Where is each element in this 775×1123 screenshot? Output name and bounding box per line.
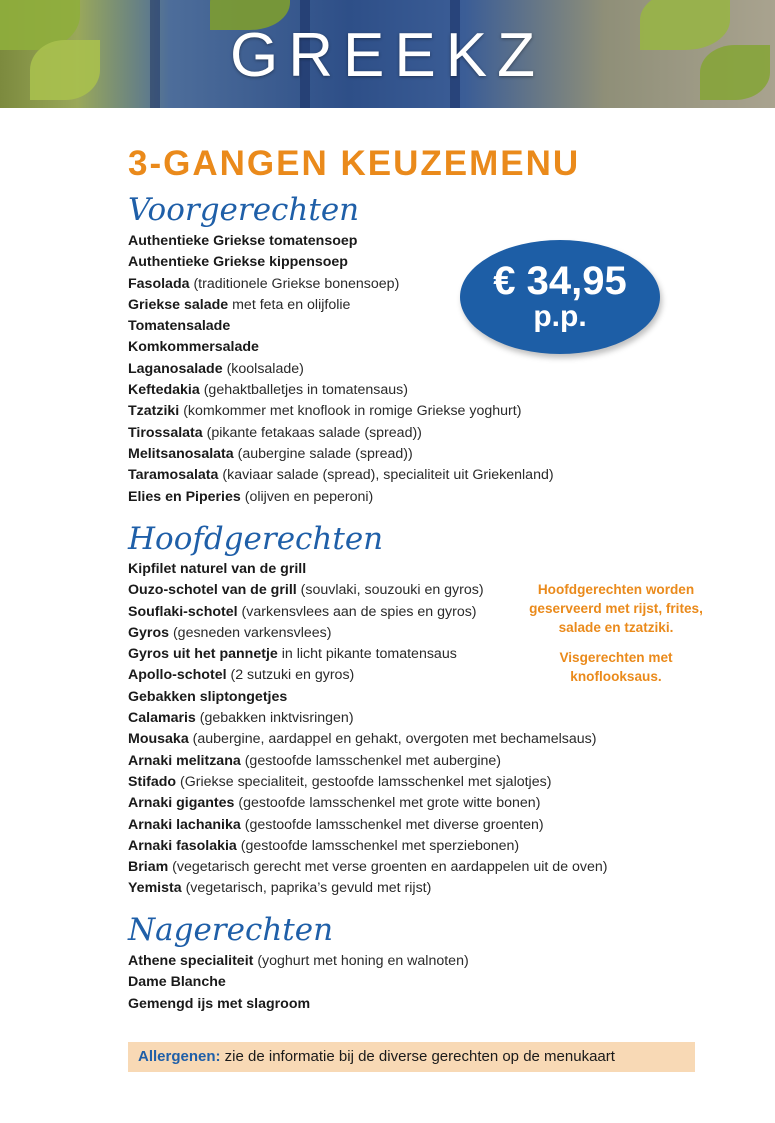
header-banner <box>0 0 775 108</box>
list-item: Arnaki melitzana (gestoofde lamsschenkel met aubergine) <box>128 752 502 769</box>
list-item: Keftedakia (gehaktballetjes in tomatensaus) <box>128 382 408 399</box>
list-item: Taramosalata (kaviaar salade (spread), specialiteit uit Griekenland) <box>128 467 554 484</box>
list-item: Kipfilet naturel van de grill <box>128 561 307 577</box>
list-item: Authentieke Griekse tomatensoep <box>128 233 358 249</box>
price-per-person: p.p. <box>533 300 587 333</box>
list-item: Mousaka (aubergine, aardappel en gehakt, overgoten met bechamelsaus) <box>128 731 597 748</box>
list-item: Arnaki fasolakia (gestoofde lamsschenkel met sperziebonen) <box>128 837 520 854</box>
list-item: Souflaki-schotel (varkensvlees aan de spies en gyros) <box>128 603 477 620</box>
menu-title: 3-GANGEN KEUZEMENU <box>128 144 581 183</box>
list-item: Gyros (gesneden varkensvlees) <box>128 624 332 641</box>
list-item: Gebakken sliptongetjes <box>128 688 288 705</box>
list-item: Ouzo-schotel van de grill (souvlaki, souzouki en gyros) <box>128 582 484 599</box>
list-item: Arnaki gigantes (gestoofde lamsschenkel met grote witte bonen) <box>128 795 541 812</box>
list-item: Tzatziki (komkommer met knoflook in romige Griekse yoghurt) <box>128 403 522 420</box>
list-item: Komkommersalade <box>128 339 259 356</box>
list-item: Arnaki lachanika (gestoofde lamsschenkel met diverse groenten) <box>128 816 544 833</box>
list-item: Melitsanosalata (aubergine salade (spread)) <box>128 445 413 462</box>
logo: GREEKZ <box>230 21 545 90</box>
list-item: Fasolada (traditionele Griekse bonensoep) <box>128 275 400 292</box>
list-nagerechten <box>128 951 469 1015</box>
list-item: Griekse salade met feta en olijfolie <box>128 296 351 313</box>
list-item: Gyros uit het pannetje in licht pikante tomatensaus <box>128 646 457 663</box>
section-title-nagerechten: Nagerechten <box>128 912 334 948</box>
list-item: Tirossalata (pikante fetakaas salade (spread)) <box>128 424 422 441</box>
list-item: Athene specialiteit (yoghurt met honing en walnoten) <box>128 953 469 969</box>
allergen-text: zie de informatie bij de diverse gerechten op de menukaart <box>220 1048 615 1065</box>
list-item: Gemengd ijs met slagroom <box>128 995 311 1012</box>
list-item: Dame Blanche <box>128 974 226 991</box>
list-item: Briam (vegetarisch gerecht met verse groenten en aardappelen uit de oven) <box>128 859 608 876</box>
list-item: Apollo-schotel (2 sutzuki en gyros) <box>128 667 355 684</box>
side-note-fish: Visgerechten met knoflooksaus. <box>559 650 673 684</box>
allergen-notice <box>128 1042 695 1072</box>
allergen-label: Allergenen: <box>138 1048 221 1065</box>
price-badge <box>460 240 660 354</box>
section-title-voorgerechten: Voorgerechten <box>128 192 360 228</box>
list-item: Authentieke Griekse kippensoep <box>128 254 348 271</box>
list-item: Elies en Piperies (olijven en peperoni) <box>128 488 374 505</box>
list-item: Yemista (vegetarisch, paprika’s gevuld met rijst) <box>128 880 432 897</box>
list-item: Stifado (Griekse specialiteit, gestoofde lamsschenkel met sjalotjes) <box>128 773 552 790</box>
price-amount: € 34,95 <box>493 259 627 303</box>
list-item: Tomatensalade <box>128 318 231 335</box>
list-item: Calamaris (gebakken inktvisringen) <box>128 710 354 727</box>
side-note-sides: Hoofdgerechten worden geserveerd met rijst, frites, salade en tzatziki. <box>529 582 703 635</box>
section-title-hoofdgerechten: Hoofdgerechten <box>128 521 384 557</box>
list-item: Laganosalade (koolsalade) <box>128 360 304 377</box>
